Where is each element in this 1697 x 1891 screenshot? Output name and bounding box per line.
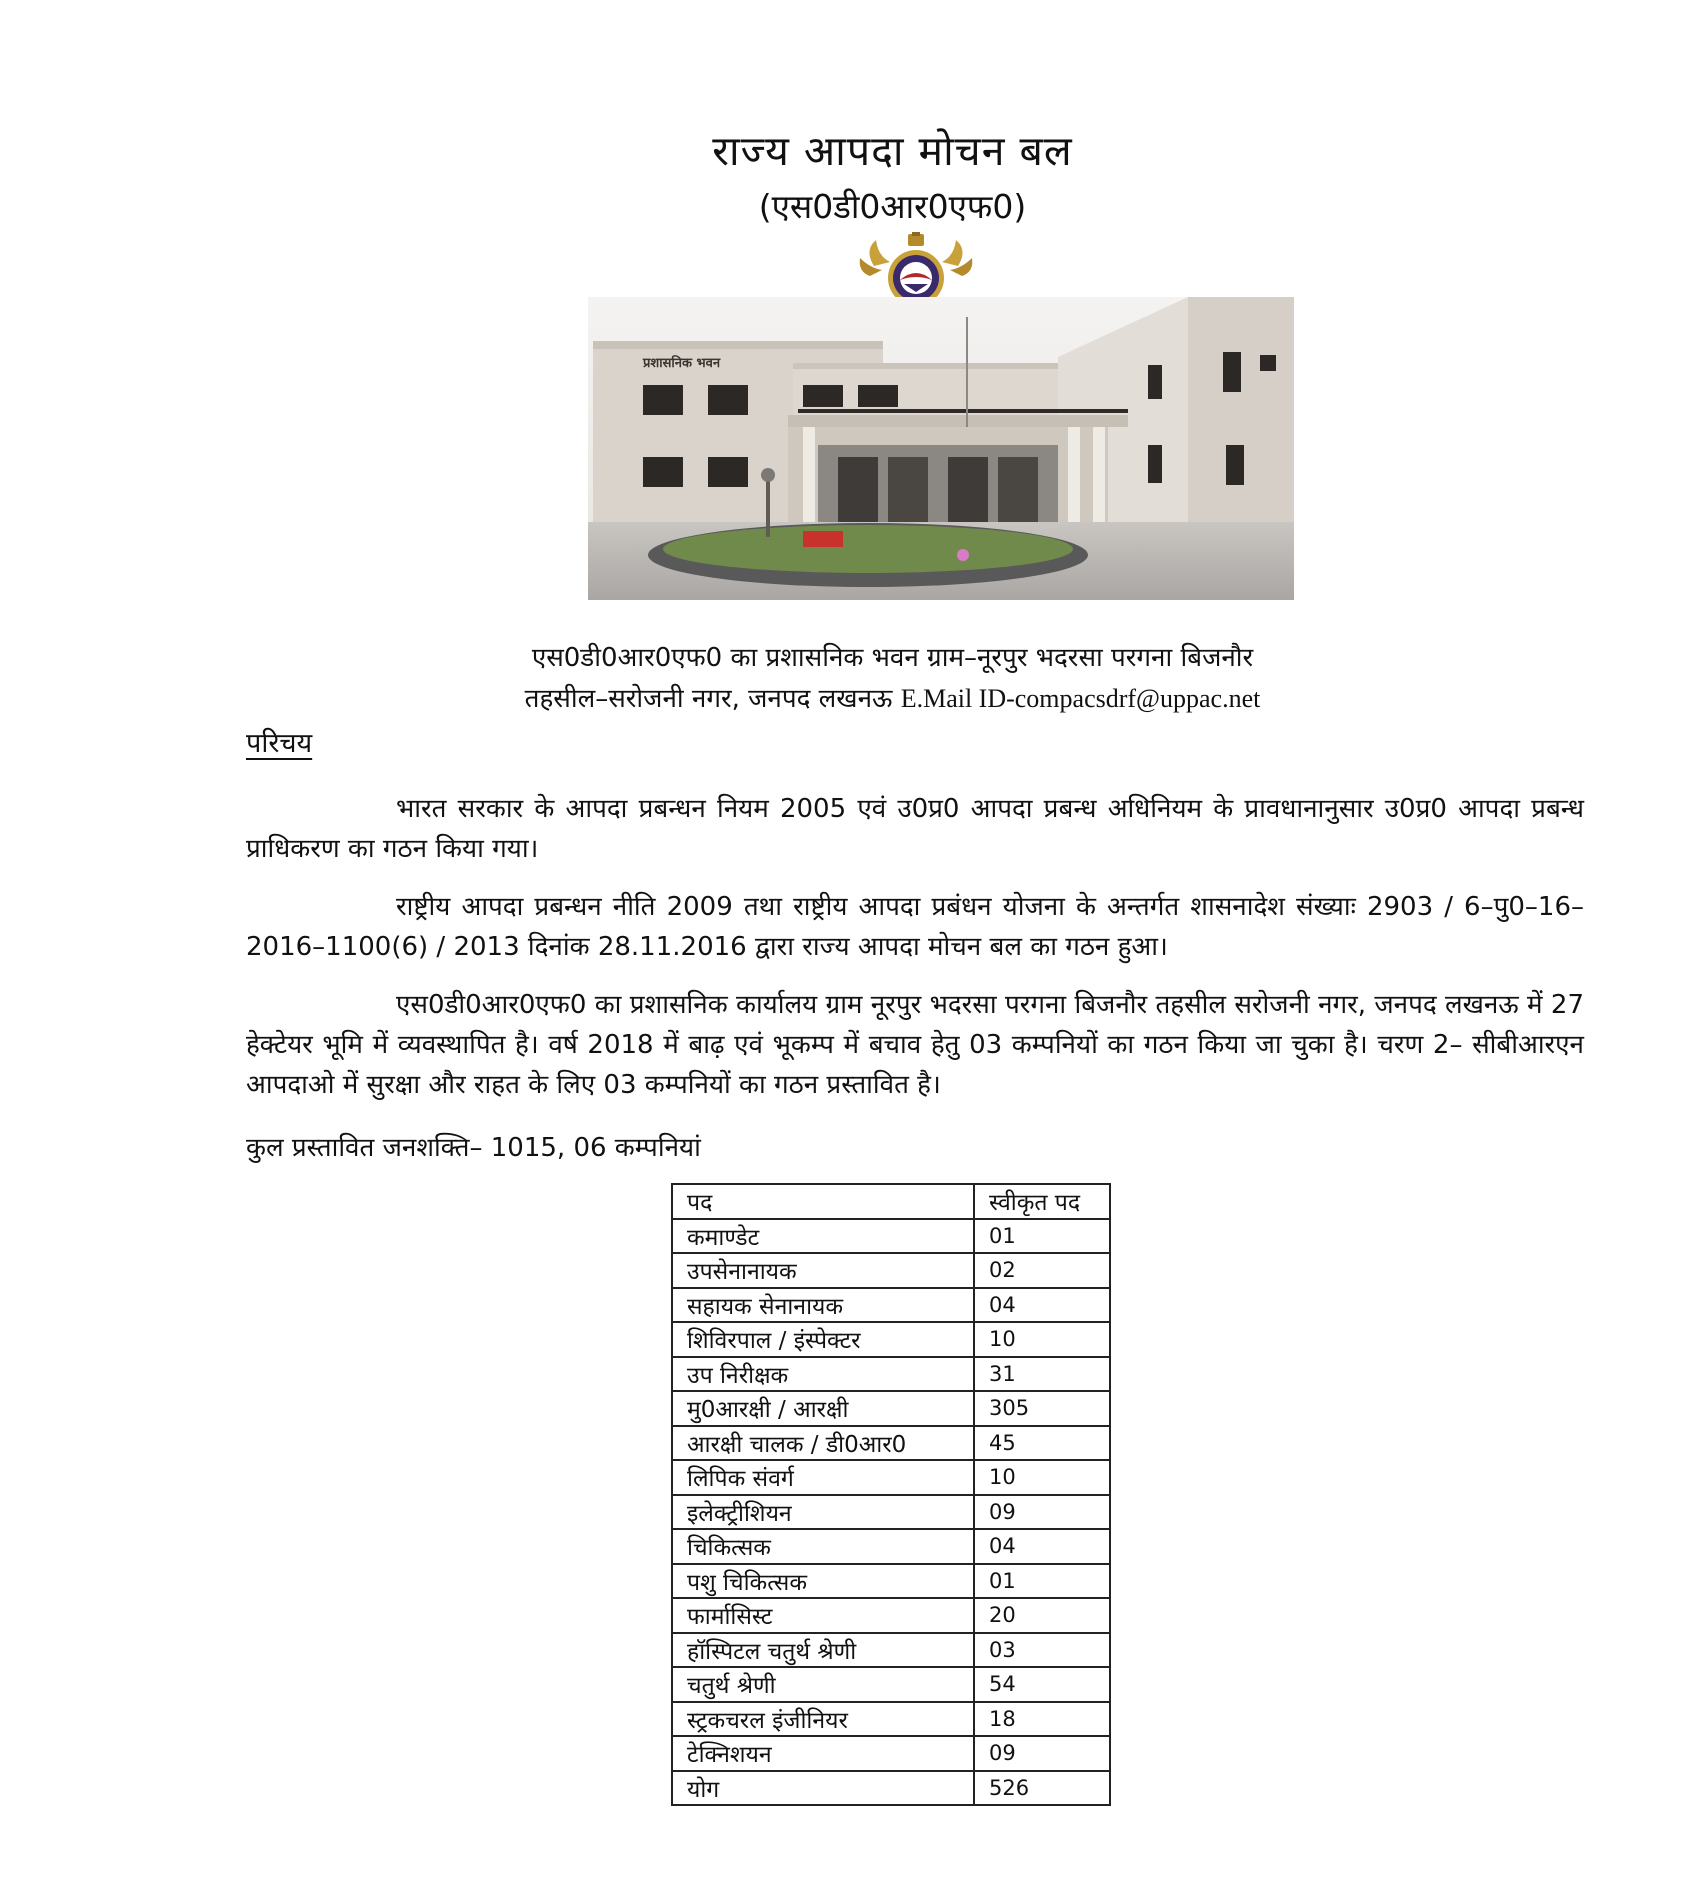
post-name-cell: टेक्निशयन [672, 1736, 974, 1771]
building-sign-text: प्रशासनिक भवन [643, 356, 721, 371]
table-row [672, 1288, 1110, 1323]
post-name-cell: सहायक सेनानायक [672, 1288, 974, 1323]
table-row [672, 1460, 1110, 1495]
table-row [672, 1253, 1110, 1288]
section-heading: परिचय [246, 728, 313, 759]
table-row [672, 1426, 1110, 1461]
table-row [672, 1633, 1110, 1668]
post-name-cell: उपसेनानायक [672, 1253, 974, 1288]
post-name-cell: स्ट्रकचरल इंजीनियर [672, 1702, 974, 1737]
sanctioned-count-cell: 09 [974, 1495, 1110, 1530]
post-name-cell: शिविरपाल / इंस्पेक्टर [672, 1322, 974, 1357]
sanctioned-count-cell: 09 [974, 1736, 1110, 1771]
table-row [672, 1771, 1110, 1806]
post-name-cell: आरक्षी चालक / डी0आर0 [672, 1426, 974, 1461]
post-name-cell: पशु चिकित्सक [672, 1564, 974, 1599]
post-name-cell: चिकित्सक [672, 1529, 974, 1564]
sanctioned-count-cell: 04 [974, 1529, 1110, 1564]
table-row [672, 1322, 1110, 1357]
sanctioned-count-cell: 45 [974, 1426, 1110, 1461]
post-name-cell: उप निरीक्षक [672, 1357, 974, 1392]
intro-paragraph-3: एस0डी0आर0एफ0 का प्रशासनिक कार्यालय ग्राम नूरपुर भदरसा परगना बिजनौर तहसील सरोजनी नगर, जनपद लखनऊ में 27 हेक्टेयर भूमि में व्यवस्थापित है। वर्ष 2018 में बाढ़ एवं भूकम्प में बचाव हेतु 03 कम्पनियों का गठन किया जा चुका है। चरण 2– सीबीआरएन आपदाओ में सुरक्षा और राहत के लिए 03 कम्पनियों का गठन प्रस्तावित है। [246, 990, 1584, 1100]
page-title: राज्य आपदा मोचन बल [712, 127, 1073, 175]
table-row [672, 1736, 1110, 1771]
table-row [672, 1702, 1110, 1737]
caption-address: तहसील–सरोजनी नगर, जनपद लखनऊ [524, 684, 893, 714]
building-photo [588, 297, 1294, 600]
table-body [672, 1219, 1110, 1806]
sanctioned-count-cell: 54 [974, 1667, 1110, 1702]
post-name-cell: इलेक्ट्रीशियन [672, 1495, 974, 1530]
intro-paragraph-2: राष्ट्रीय आपदा प्रबन्धन नीति 2009 तथा राष्ट्रीय आपदा प्रबंधन योजना के अन्तर्गत शासनादेश संख्याः 2903 / 6–पु0–16–2016–1100(6) / 2013 दिनांक 28.11.2016 द्वारा राज्य आपदा मोचन बल का गठन हुआ। [246, 892, 1584, 962]
sanctioned-count-cell: 31 [974, 1357, 1110, 1392]
column-header-post: पद [672, 1184, 974, 1219]
post-name-cell: हॉस्पिटल चतुर्थ श्रेणी [672, 1633, 974, 1668]
total-manpower: कुल प्रस्तावित जनशक्ति– 1015, 06 कम्पनियां [246, 1133, 701, 1163]
page-subtitle: (एस0डी0आर0एफ0) [758, 187, 1027, 226]
post-name-cell: योग [672, 1771, 974, 1806]
sanctioned-count-cell: 10 [974, 1322, 1110, 1357]
table-row [672, 1357, 1110, 1392]
table-row [672, 1529, 1110, 1564]
post-name-cell: कमाण्डेट [672, 1219, 974, 1254]
sanctioned-count-cell: 305 [974, 1391, 1110, 1426]
intro-paragraph-1: भारत सरकार के आपदा प्रबन्धन नियम 2005 एवं उ0प्र0 आपदा प्रबन्ध अधिनियम के प्रावधानानुसार उ0प्र0 आपदा प्रबन्ध प्राधिकरण का गठन किया गया। [246, 794, 1584, 864]
sanctioned-count-cell: 10 [974, 1460, 1110, 1495]
photo-caption-line2 [0, 679, 1697, 715]
table-row [672, 1598, 1110, 1633]
post-name-cell: मु0आरक्षी / आरक्षी [672, 1391, 974, 1426]
sanctioned-count-cell: 02 [974, 1253, 1110, 1288]
post-name-cell: फार्मासिस्ट [672, 1598, 974, 1633]
caption-email: E.Mail ID-compacsdrf@uppac.net [900, 684, 1261, 713]
table-header-row [672, 1184, 1110, 1219]
sanctioned-count-cell: 01 [974, 1564, 1110, 1599]
table-row [672, 1219, 1110, 1254]
table-row [672, 1391, 1110, 1426]
sanctioned-count-cell: 04 [974, 1288, 1110, 1323]
sanctioned-count-cell: 18 [974, 1702, 1110, 1737]
photo-caption-line1: एस0डी0आर0एफ0 का प्रशासनिक भवन ग्राम–नूरपुर भदरसा परगना बिजनौर [531, 643, 1254, 673]
sanctioned-count-cell: 526 [974, 1771, 1110, 1806]
post-name-cell: लिपिक संवर्ग [672, 1460, 974, 1495]
post-name-cell: चतुर्थ श्रेणी [672, 1667, 974, 1702]
sanctioned-count-cell: 20 [974, 1598, 1110, 1633]
sanctioned-count-cell: 01 [974, 1219, 1110, 1254]
sanctioned-count-cell: 03 [974, 1633, 1110, 1668]
column-header-sanctioned: स्वीकृत पद [974, 1184, 1110, 1219]
table-row [672, 1667, 1110, 1702]
sanctioned-posts-table [671, 1183, 1111, 1806]
table-row [672, 1495, 1110, 1530]
table-row [672, 1564, 1110, 1599]
